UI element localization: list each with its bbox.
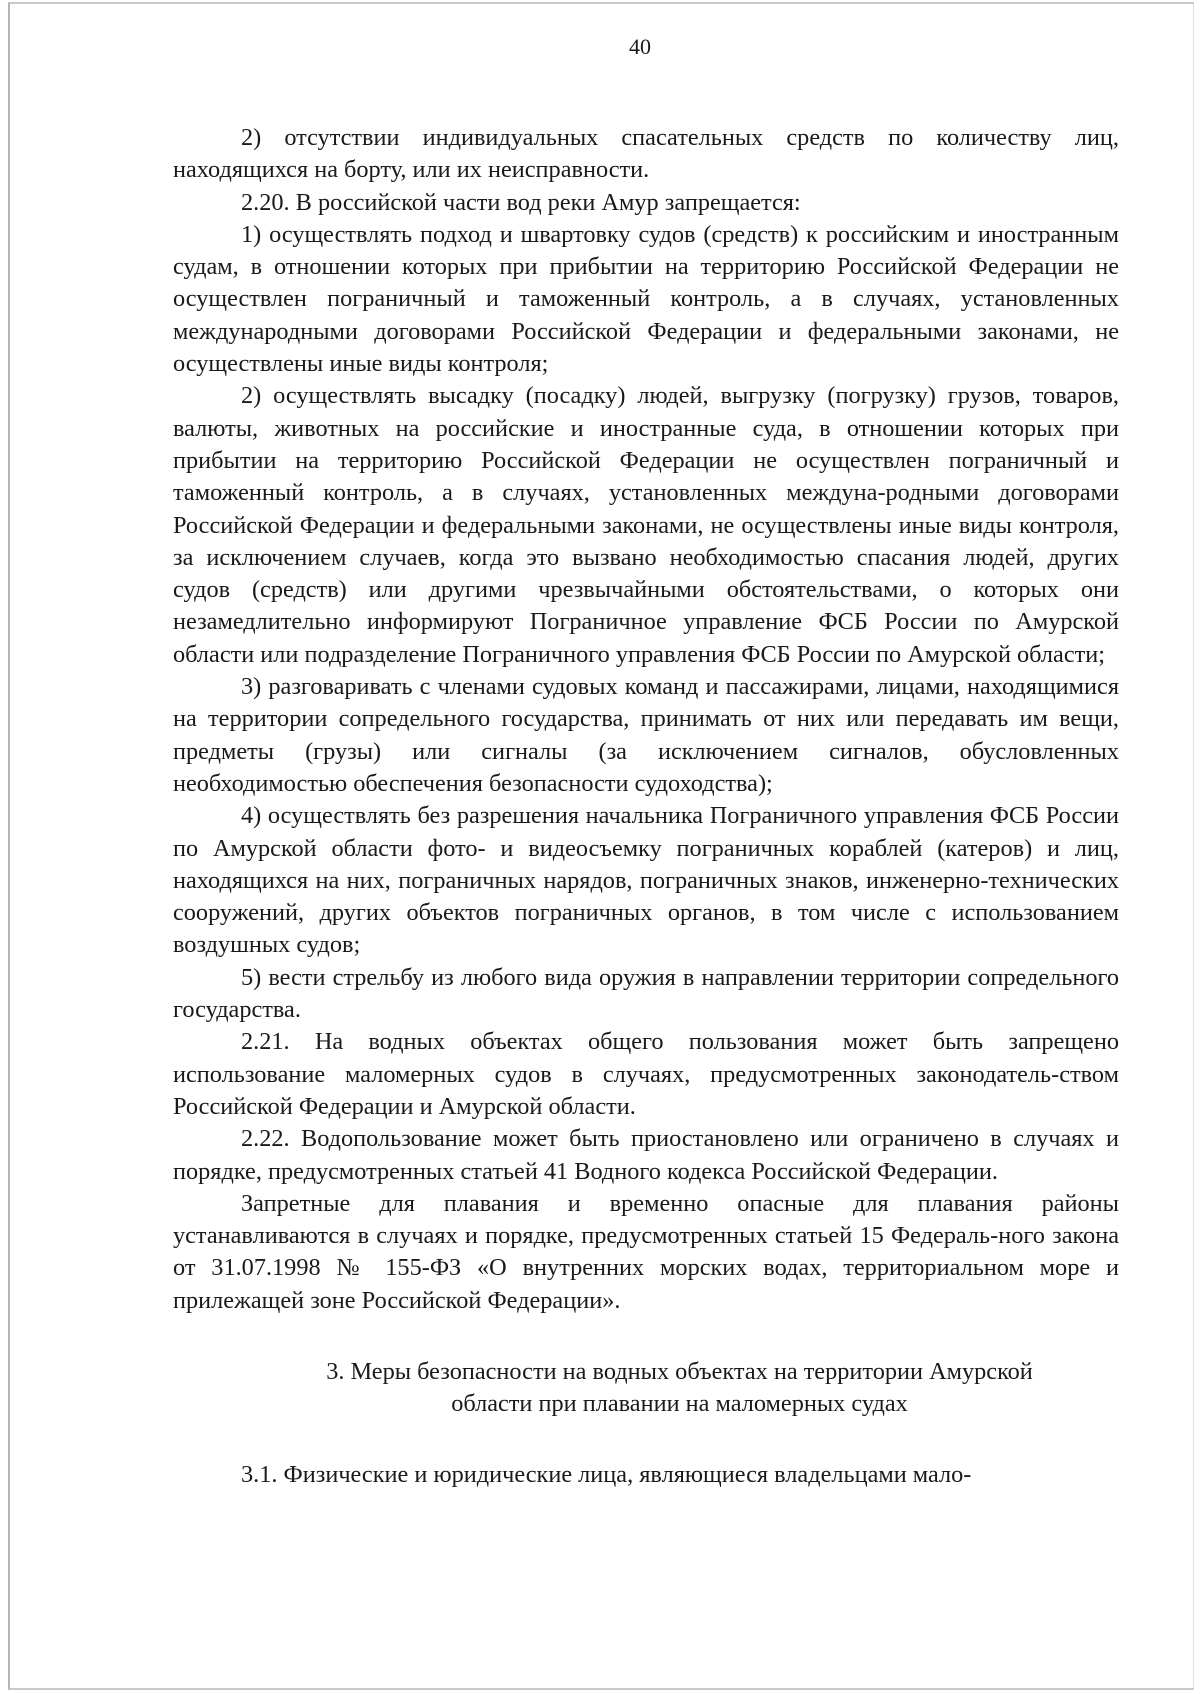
paragraph-2-20-item-4: 4) осуществлять без разрешения начальника Пограничного управления ФСБ России по Амурской области фото- и видеосъемку пограничных кораблей (катеров) и лиц, находящихся на них, пограничных нарядов, пограничных знаков, инженерно-технических сооружений, других объектов пограничных органов, в том числе с использованием воздушных судов;	[173, 802, 1119, 959]
paragraph-2-2: 2) отсутствии индивидуальных спасательных средств по количеству лиц, находящихся на борту, или их неисправности.	[173, 124, 1119, 184]
paragraph-2-20-item-5: 5) вести стрельбу из любого вида оружия в направлении территории сопредельного государства.	[173, 963, 1119, 1024]
section-3-heading-line-2: области при плавании на маломерных судах	[451, 1390, 908, 1418]
paragraph-2-20-item-3: 3) разговаривать с членами судовых команд и пассажирами, лицами, находящимися на территории сопредельного государства, принимать от них или передавать им вещи, предметы (грузы) или сигналы (за исключением сигналов, обусловленных необходимостью обеспечения безопасности судоходства);	[173, 673, 1119, 797]
paragraph-2-21: 2.21. На водных объектах общего пользования может быть запрещено использование маломерных судов в случаях, предусмотренных законодатель-ством Российской Федерации и Амурской области.	[173, 1028, 1119, 1120]
section-3-heading	[173, 1356, 1119, 1421]
paragraph-prohibited-zones: Запретные для плавания и временно опасные для плавания районы устанавливаются в случаях и порядке, предусмотренных статьей 15 Федераль-ного закона от 31.07.1998 № 155-ФЗ «О внутренних морских водах, территориальном море и прилежащей зоне Российской Федерации».	[173, 1189, 1119, 1314]
paragraph-2-22: 2.22. Водопользование может быть приостановлено или ограничено в случаях и порядке, предусмотренных статьей 41 Водного кодекса Российской Федерации.	[173, 1125, 1119, 1185]
paragraph-2-20: 2.20. В российской части вод реки Амур запрещается:	[241, 188, 801, 216]
paragraph-2-20-item-2: 2) осуществлять высадку (посадку) людей, выгрузку (погрузку) грузов, товаров, валюты, животных на российские и иностранные суда, в отношении которых при прибытии на территорию Российской Федерации не осуществлен пограничный и таможенный контроль, а в случаях, установленных междуна-родными договорами Российской Федерации и федеральными законами, не осуществлены иные виды контроля, за исключением случаев, когда это вызвано необходимостью спасания людей, других судов (средств) или другими чрезвычайными обстоятельствами, о которых они незамедлительно информируют Пограничное управление ФСБ России по Амурской области или подразделение Пограничного управления ФСБ России по Амурской области;	[173, 382, 1119, 668]
document-body	[173, 122, 1119, 1491]
paragraph-3-1: 3.1. Физические и юридические лица, являющиеся владельцами мало-	[241, 1460, 972, 1488]
paragraph-2-20-item-1: 1) осуществлять подход и швартовку судов (средств) к российским и иностранным судам, в отношении которых при прибытии на территорию Российской Федерации не осуществлен пограничный и таможенный контроль, а в случаях, установленных международными договорами Российской Федерации и федеральными законами, не осуществлены иные виды контроля;	[173, 220, 1119, 378]
section-3-heading-line-1: 3. Меры безопасности на водных объектах на территории Амурской	[326, 1357, 1033, 1385]
page-number: 40	[629, 34, 651, 59]
